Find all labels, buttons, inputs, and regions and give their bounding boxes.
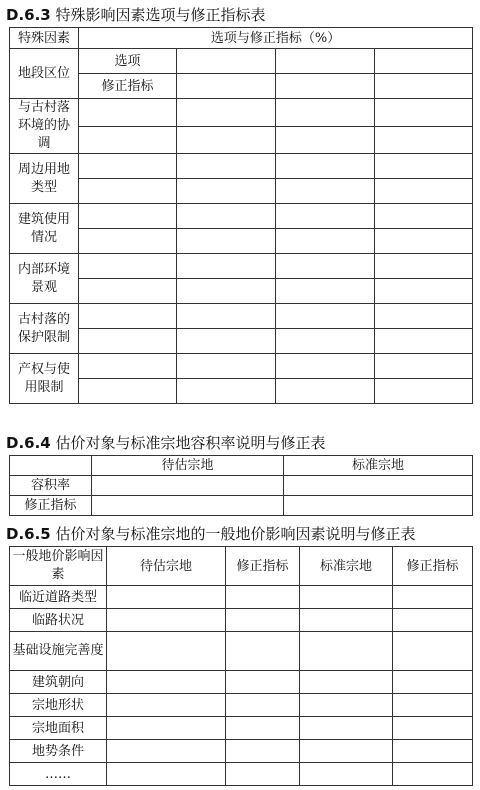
table-cell[interactable]: [79, 99, 177, 127]
table-cell[interactable]: [177, 229, 276, 254]
table-cell[interactable]: [375, 49, 473, 74]
table-cell[interactable]: [79, 329, 177, 354]
table-cell[interactable]: [375, 204, 473, 229]
section-number: D.6.5: [6, 525, 51, 543]
sub-label-index: 修正指标: [79, 74, 177, 99]
header-subject: 待估宗地: [92, 456, 284, 476]
row-label: 宗地形状: [10, 694, 107, 717]
header-factor: 特殊因素: [10, 28, 79, 49]
factor-cell: 产权与使用限制: [10, 354, 79, 404]
table-cell[interactable]: [393, 586, 473, 609]
row-label: 基础设施完善度: [10, 632, 107, 671]
section-number: D.6.3: [6, 6, 51, 24]
table-cell[interactable]: [107, 609, 226, 632]
table-cell[interactable]: [300, 763, 393, 786]
header-blank: [10, 456, 92, 476]
header-subject: 待估宗地: [107, 547, 226, 586]
section-title: 估价对象与标准宗地的一般地价影响因素说明与修正表: [55, 525, 416, 543]
header-index: 修正指标: [393, 547, 473, 586]
table-cell[interactable]: [107, 632, 226, 671]
table-cell[interactable]: [177, 379, 276, 404]
sub-label-option: 选项: [79, 49, 177, 74]
section-heading-d65: [6, 526, 416, 543]
table-cell[interactable]: [177, 354, 276, 379]
table-cell[interactable]: [375, 254, 473, 279]
table-cell[interactable]: [276, 99, 375, 127]
table-cell[interactable]: [177, 179, 276, 204]
table-cell[interactable]: [393, 671, 473, 694]
table-cell[interactable]: [79, 354, 177, 379]
table-cell[interactable]: [177, 204, 276, 229]
table-cell[interactable]: [177, 279, 276, 304]
table-cell[interactable]: [276, 379, 375, 404]
factor-cell: 地段区位: [10, 49, 79, 99]
row-label: 临近道路类型: [10, 586, 107, 609]
row-label: 容积率: [10, 476, 92, 496]
factor-cell: 古村落的保护限制: [10, 304, 79, 354]
table-cell[interactable]: [375, 74, 473, 99]
table-cell[interactable]: [276, 74, 375, 99]
table-cell[interactable]: [284, 476, 473, 496]
row-label: ……: [10, 763, 107, 786]
factor-cell: 周边用地类型: [10, 154, 79, 204]
factor-cell: 建筑使用情况: [10, 204, 79, 254]
table-cell[interactable]: [177, 49, 276, 74]
table-cell[interactable]: [375, 154, 473, 179]
table-cell[interactable]: [375, 304, 473, 329]
table-cell[interactable]: [300, 609, 393, 632]
table-cell[interactable]: [375, 379, 473, 404]
table-cell[interactable]: [276, 126, 375, 154]
table-cell[interactable]: [79, 204, 177, 229]
factor-cell: 与古村落环境的协调: [10, 99, 79, 154]
table-cell[interactable]: [276, 204, 375, 229]
table-cell[interactable]: [226, 694, 300, 717]
table-cell[interactable]: [284, 496, 473, 516]
table-cell[interactable]: [107, 717, 226, 740]
table-cell[interactable]: [375, 229, 473, 254]
table-cell[interactable]: [375, 179, 473, 204]
table-cell[interactable]: [300, 694, 393, 717]
table-cell[interactable]: [393, 740, 473, 763]
row-label: 临路状况: [10, 609, 107, 632]
table-cell[interactable]: [276, 354, 375, 379]
row-label: 地势条件: [10, 740, 107, 763]
header-standard: 标准宗地: [284, 456, 473, 476]
table-cell[interactable]: [226, 717, 300, 740]
table-cell[interactable]: [393, 632, 473, 671]
section-number: D.6.4: [6, 434, 51, 452]
table-cell[interactable]: [92, 476, 284, 496]
table-cell[interactable]: [375, 99, 473, 127]
table-cell[interactable]: [107, 694, 226, 717]
table-cell[interactable]: [375, 329, 473, 354]
table-cell[interactable]: [107, 763, 226, 786]
table-cell[interactable]: [300, 671, 393, 694]
table-cell[interactable]: [300, 740, 393, 763]
table-cell[interactable]: [79, 154, 177, 179]
table-cell[interactable]: [276, 254, 375, 279]
header-options: 选项与修正指标（%）: [79, 28, 473, 49]
table-cell[interactable]: [276, 229, 375, 254]
table-cell[interactable]: [300, 632, 393, 671]
header-index: 修正指标: [226, 547, 300, 586]
row-label: 建筑朝向: [10, 671, 107, 694]
section-heading-d63: [6, 7, 266, 24]
table-cell[interactable]: [300, 717, 393, 740]
table-special-factors: [9, 27, 473, 404]
table-cell[interactable]: [79, 126, 177, 154]
table-cell[interactable]: [177, 254, 276, 279]
table-cell[interactable]: [177, 154, 276, 179]
table-cell[interactable]: [177, 74, 276, 99]
table-cell[interactable]: [177, 329, 276, 354]
row-label: 修正指标: [10, 496, 92, 516]
table-cell[interactable]: [375, 354, 473, 379]
table-cell[interactable]: [226, 609, 300, 632]
table-plot-ratio: [9, 455, 473, 516]
table-cell[interactable]: [79, 304, 177, 329]
table-cell[interactable]: [393, 717, 473, 740]
table-cell[interactable]: [107, 586, 226, 609]
table-cell[interactable]: [375, 279, 473, 304]
table-cell[interactable]: [226, 671, 300, 694]
section-title: 特殊影响因素选项与修正指标表: [55, 6, 266, 24]
header-standard: 标准宗地: [300, 547, 393, 586]
table-cell[interactable]: [107, 671, 226, 694]
table-cell[interactable]: [375, 126, 473, 154]
table-cell[interactable]: [276, 49, 375, 74]
table-cell[interactable]: [226, 740, 300, 763]
row-label: 宗地面积: [10, 717, 107, 740]
table-cell[interactable]: [177, 99, 276, 127]
table-cell[interactable]: [79, 179, 177, 204]
section-heading-d64: [6, 435, 326, 452]
table-cell[interactable]: [276, 304, 375, 329]
table-cell[interactable]: [393, 694, 473, 717]
table-cell[interactable]: [79, 379, 177, 404]
table-cell[interactable]: [107, 740, 226, 763]
table-cell[interactable]: [276, 154, 375, 179]
table-cell[interactable]: [393, 763, 473, 786]
table-cell[interactable]: [276, 279, 375, 304]
section-title: 估价对象与标准宗地容积率说明与修正表: [55, 434, 326, 452]
table-cell[interactable]: [177, 304, 276, 329]
table-cell[interactable]: [393, 609, 473, 632]
table-cell[interactable]: [226, 763, 300, 786]
table-cell[interactable]: [177, 126, 276, 154]
header-general-factor: 一般地价影响因素: [10, 547, 107, 586]
table-cell[interactable]: [79, 254, 177, 279]
table-cell[interactable]: [276, 329, 375, 354]
table-cell[interactable]: [276, 179, 375, 204]
table-cell[interactable]: [226, 632, 300, 671]
table-cell[interactable]: [300, 586, 393, 609]
table-cell[interactable]: [92, 496, 284, 516]
factor-cell: 内部环境景观: [10, 254, 79, 304]
table-cell[interactable]: [79, 279, 177, 304]
table-cell[interactable]: [79, 229, 177, 254]
table-cell[interactable]: [226, 586, 300, 609]
table-general-factors: [9, 546, 473, 786]
